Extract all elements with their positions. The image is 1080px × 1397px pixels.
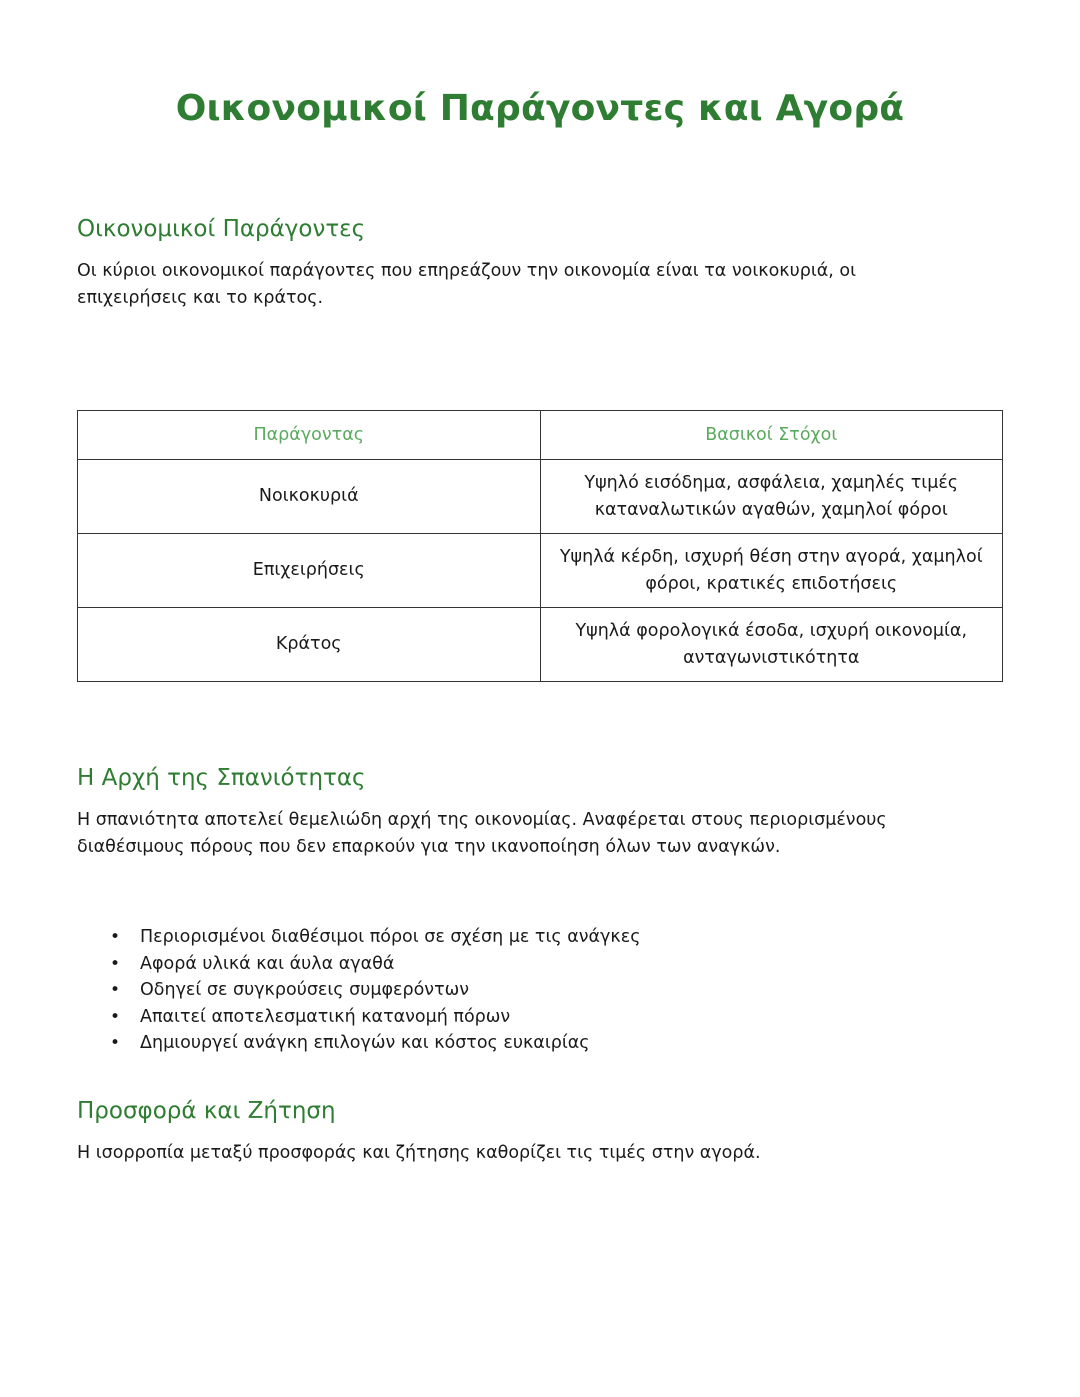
list-item-text: Απαιτεί αποτελεσματική κατανομή πόρων	[140, 1006, 511, 1027]
bullet-icon: •	[110, 927, 121, 947]
table-row	[78, 608, 1003, 682]
goals-line: ανταγωνιστικότητα	[683, 647, 860, 668]
goals-line: καταναλωτικών αγαθών, χαμηλοί φόροι	[594, 499, 948, 520]
goals-line: Υψηλά φορολογικά έσοδα, ισχυρή οικονομία,	[575, 620, 968, 641]
factors-paragraph	[77, 258, 937, 312]
goals-line: Υψηλό εισόδημα, ασφάλεια, χαμηλές τιμές	[584, 472, 959, 493]
table-cell-factor: Επιχειρήσεις	[78, 534, 541, 608]
list-item	[110, 924, 640, 951]
table-cell-goals	[540, 534, 1003, 608]
table-header-goals: Βασικοί Στόχοι	[540, 411, 1003, 460]
list-item	[110, 1004, 640, 1031]
table-row	[78, 534, 1003, 608]
bullet-icon: •	[110, 1006, 121, 1027]
table-header-row	[78, 411, 1003, 460]
page-title: Οικονομικοί Παράγοντες και Αγορά	[175, 88, 905, 129]
section-heading-scarcity: Η Αρχή της Σπανιότητας	[77, 765, 366, 791]
table-cell-factor: Νοικοκυριά	[78, 460, 541, 534]
section-heading-factors: Οικονομικοί Παράγοντες	[77, 216, 366, 242]
table-header-factor: Παράγοντας	[78, 411, 541, 460]
factors-table	[77, 410, 1003, 682]
factors-text-line1: Οι κύριοι οικονομικοί παράγοντες που επηρεάζουν την οικονομία είναι τα νοικοκυριά, οι	[77, 261, 857, 281]
table-cell-goals	[540, 608, 1003, 682]
factors-text-line2: επιχειρήσεις και το κράτος.	[77, 288, 324, 308]
list-item-text: Οδηγεί σε συγκρούσεις συμφερόντων	[140, 980, 470, 1000]
table-row	[78, 460, 1003, 534]
table-cell-factor: Κράτος	[78, 608, 541, 682]
list-item-text: Περιορισμένοι διαθέσιμοι πόροι σε σχέση με τις ανάγκες	[140, 927, 641, 947]
list-item	[110, 1030, 640, 1057]
section-heading-supply-demand: Προσφορά και Ζήτηση	[77, 1098, 336, 1124]
scarcity-paragraph	[77, 807, 937, 861]
goals-line: Υψηλά κέρδη, ισχυρή θέση στην αγορά, χαμηλοί	[559, 546, 983, 567]
list-item	[110, 977, 640, 1004]
scarcity-text-line2: διαθέσιμους πόρους που δεν επαρκούν για την ικανοποίηση όλων των αναγκών.	[77, 837, 781, 857]
goals-line: φόροι, κρατικές επιδοτήσεις	[645, 573, 898, 594]
bullet-icon: •	[110, 953, 121, 974]
table-cell-goals	[540, 460, 1003, 534]
bullet-icon: •	[110, 980, 121, 1000]
scarcity-text-line1: Η σπανιότητα αποτελεί θεμελιώδη αρχή της οικονομίας. Αναφέρεται στους περιορισμένους	[77, 810, 887, 830]
scarcity-bullet-list	[110, 924, 640, 1057]
supply-demand-paragraph: Η ισορροπία μεταξύ προσφοράς και ζήτησης καθορίζει τις τιμές στην αγορά.	[77, 1143, 761, 1163]
bullet-icon: •	[110, 1033, 121, 1053]
list-item-text: Δημιουργεί ανάγκη επιλογών και κόστος ευκαιρίας	[140, 1033, 590, 1053]
list-item	[110, 951, 640, 978]
list-item-text: Αφορά υλικά και άυλα αγαθά	[140, 953, 395, 974]
